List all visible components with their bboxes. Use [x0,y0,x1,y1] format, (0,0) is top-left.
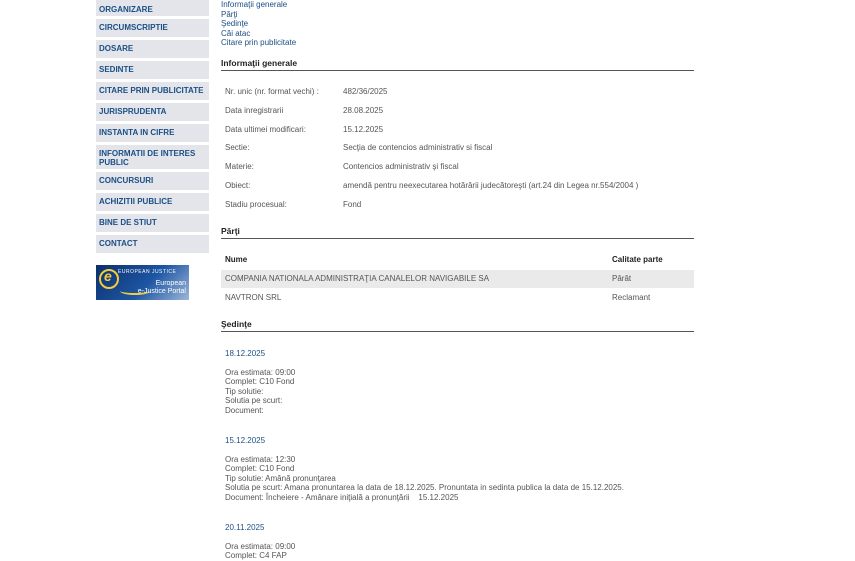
ejustice-portal-banner[interactable] [96,265,189,300]
info-label: Obiect: [225,181,251,190]
info-row-data-modificari [225,124,694,136]
hearing-line: Solutia pe scurt: [225,396,283,406]
hearing-line: Complet: C4 FAP [225,551,287,561]
toc-link-general[interactable]: Informaţii generale [221,0,288,9]
table-row [221,289,694,307]
nav-informatii-de-interes-public[interactable]: INFORMATII DE INTERES PUBLIC [96,145,209,172]
hearing-line: Ora estimata: 09:00 [225,542,296,551]
banner-line1: European [155,280,186,287]
info-row-materie [225,161,694,173]
parties-table-header [221,255,694,269]
nav-dosare[interactable]: DOSARE [96,40,209,61]
party-name: COMPANIA NATIONALA ADMINISTRAŢIA CANALELOR NAVIGABILE SA [225,274,490,283]
nav-jurisprudenta[interactable]: JURISPRUDENTA [96,103,209,124]
section-heading-sedinte: Şedinţe [221,319,694,332]
hearing-line: Ora estimata: 09:00 [225,368,296,377]
nav-achizitii-publice[interactable]: ACHIZITII PUBLICE [96,193,209,214]
nav-concursuri[interactable]: CONCURSURI [96,172,209,193]
hearing-details [225,368,685,415]
info-row-data-inregistrarii [225,105,694,117]
table-of-contents [221,0,694,48]
banner-small-text: EUROPEAN JUSTICE [118,269,177,275]
info-label: Data inregistrarii [225,106,284,115]
nav-organizare[interactable]: ORGANIZARE [96,0,209,19]
nav-sedinte[interactable]: SEDINTE [96,61,209,82]
info-row-sectie [225,142,694,154]
hearing-line: Tip solutie: [225,386,264,396]
column-header-role: Calitate parte [612,255,663,264]
section-heading-parti: Părţi [221,226,694,239]
info-label: Nr. unic (nr. format vechi) : [225,87,319,96]
info-value: Fond [343,200,362,209]
nav-circumscriptie[interactable]: CIRCUMSCRIPTIE [96,19,209,40]
info-value: amendă pentru neexecutarea hotărârii judecătoreşti (art.24 din Legea nr.554/2004 ) [343,181,639,190]
toc-link-citare[interactable]: Citare prin publicitate [221,38,297,47]
hearing-line: Complet: C10 Fond [225,464,295,474]
info-label: Data ultimei modificari: [225,125,306,134]
hearing-line: Tip solutie: Amână pronunţarea [225,473,336,483]
party-role: Pârât [612,274,632,283]
hearing-line[interactable]: Document: Încheiere - Amânare iniţială a pronunţării 15.12.2025 [225,492,459,502]
e-logo-icon: e [104,268,112,284]
hearing-line: Ora estimata: 12:30 [225,455,296,464]
hearing-line: Document: [225,405,264,415]
party-name: NAVTRON SRL [225,293,282,302]
info-label: Sectie: [225,143,250,152]
hearing-details [225,455,685,502]
toc-link-parti[interactable]: Părţi [221,9,238,19]
hearing-date: 20.11.2025 [225,523,265,532]
nav-bine-de-stiut[interactable]: BINE DE STIUT [96,214,209,235]
info-row-stadiu [225,199,694,211]
nav-citare-prin-publicitate[interactable]: CITARE PRIN PUBLICITATE [96,82,209,103]
hearing-date: 15.12.2025 [225,436,266,445]
section-heading-general: Informaţii generale [221,58,694,71]
nav-contact[interactable]: CONTACT [96,235,209,256]
info-value: Contencios administrativ şi fiscal [343,162,459,171]
info-row-nr-unic [225,86,694,98]
party-role: Reclamant [612,293,651,302]
column-header-name: Nume [225,255,248,264]
info-value: 482/36/2025 [343,87,388,96]
sidebar-nav [96,0,209,295]
hearing-details [225,542,685,561]
toc-link-sedinte[interactable]: Şedinţe [221,19,249,28]
banner-line2: e-Justice Portal [137,288,186,295]
case-details [221,0,694,561]
info-value: Secţia de contencios administrativ si fiscal [343,143,493,152]
banner-text [138,280,186,296]
info-value: 15.12.2025 [343,125,384,134]
info-row-obiect [225,180,694,192]
nav-instanta-in-cifre[interactable]: INSTANTA IN CIFRE [96,124,209,145]
hearing-line: Complet: C10 Fond [225,377,295,387]
info-label: Materie: [225,162,254,171]
info-value: 28.08.2025 [343,106,384,115]
table-row [221,270,694,288]
info-label: Stadiu procesual: [225,200,287,209]
hearing-line: Solutia pe scurt: Amana pronuntarea la data de 18.12.2025. Pronuntata in sedinta publica la data de 15.12.2025. [225,483,624,493]
toc-link-cai-atac[interactable]: Căi atac [221,28,251,38]
hearing-date: 18.12.2025 [225,349,266,358]
